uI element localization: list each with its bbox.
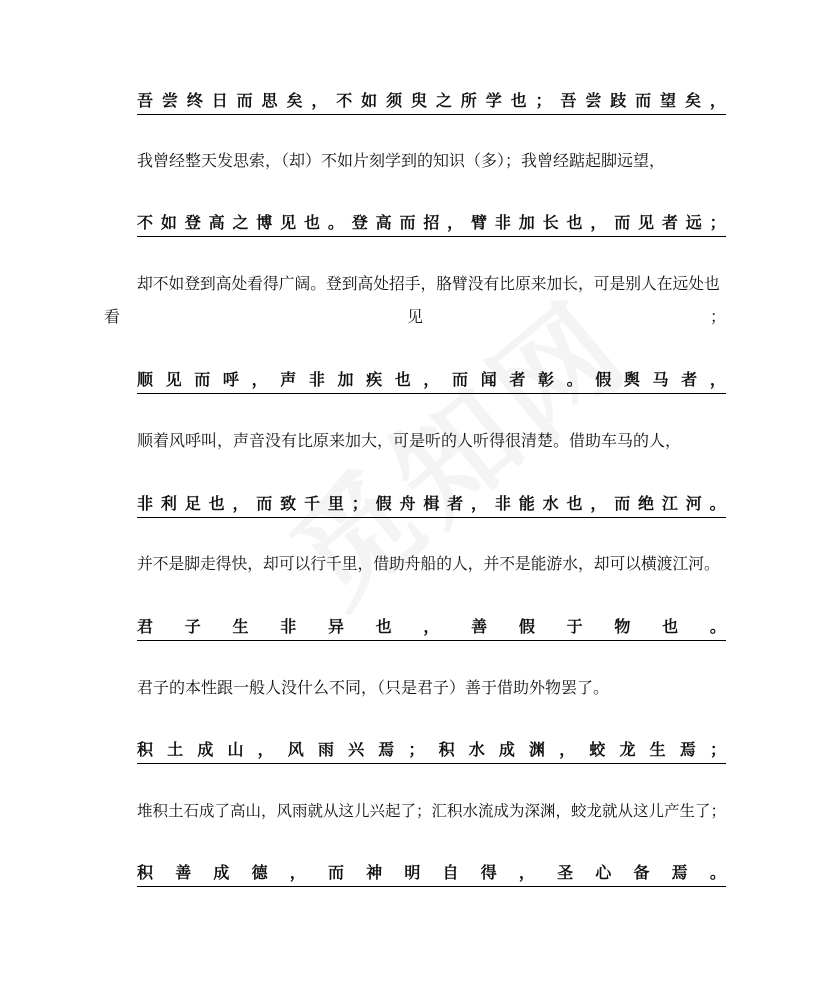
original-char: 积 (137, 740, 154, 759)
original-char: 顺 (137, 370, 154, 389)
wrap-char: 看 (104, 307, 121, 326)
original-char: 成 (498, 740, 515, 759)
original-char: 也 (394, 370, 411, 389)
original-char: 善 (471, 617, 488, 636)
original-char: 彰 (537, 370, 554, 389)
original-char: 矣 (286, 91, 303, 110)
original-char: 而 (452, 370, 469, 389)
original-char: 得 (480, 863, 497, 882)
original-char: 不 (137, 213, 154, 232)
original-line (137, 369, 726, 394)
original-char: 非 (494, 494, 511, 513)
original-char: 里 (327, 494, 344, 513)
original-char: 成 (197, 740, 214, 759)
original-char: ， (709, 370, 726, 389)
original-char: 兴 (348, 740, 365, 759)
original-char: 远 (685, 213, 702, 232)
original-char: ， (423, 617, 440, 636)
original-char: 吾 (560, 91, 577, 110)
original-char: 见 (165, 370, 182, 389)
original-char: 博 (256, 213, 273, 232)
original-char: 楫 (423, 494, 440, 513)
original-char: 而 (327, 863, 344, 882)
original-char: 假 (518, 617, 535, 636)
original-char: 土 (167, 740, 184, 759)
original-char: 自 (442, 863, 459, 882)
original-char: 而 (236, 91, 253, 110)
original-char: 呼 (222, 370, 239, 389)
original-char: ； (709, 740, 726, 759)
original-char: 。 (709, 863, 726, 882)
original-char: ， (590, 213, 607, 232)
original-char: 高 (208, 213, 225, 232)
original-char: 。 (327, 213, 344, 232)
original-char: 吾 (137, 91, 154, 110)
original-char: 也 (208, 494, 225, 513)
translation-line: 我曾经整天发思索，（却）不如片刻学到的知识（多）；我曾经踮起脚远望， (137, 151, 666, 170)
original-char: 不 (336, 91, 353, 110)
original-char: ， (709, 91, 726, 110)
original-char: ， (559, 740, 576, 759)
original-char: 长 (542, 213, 559, 232)
original-char: 积 (137, 863, 154, 882)
original-char: 臾 (410, 91, 427, 110)
original-char: ； (535, 91, 552, 110)
original-char: 非 (280, 617, 297, 636)
original-char: 千 (304, 494, 321, 513)
original-char: 也 (566, 494, 583, 513)
original-char: 而 (194, 370, 211, 389)
original-char: 登 (184, 213, 201, 232)
original-char: 跂 (610, 91, 627, 110)
original-line (137, 739, 726, 764)
original-char: 能 (518, 494, 535, 513)
original-char: 河 (685, 494, 702, 513)
original-char: 之 (232, 213, 249, 232)
original-char: ， (518, 863, 535, 882)
original-char: 非 (494, 213, 511, 232)
original-char: 也 (510, 91, 527, 110)
original-char: 日 (211, 91, 228, 110)
original-char: 焉 (378, 740, 395, 759)
original-char: 尝 (161, 91, 178, 110)
original-char: 尝 (585, 91, 602, 110)
original-char: 成 (213, 863, 230, 882)
original-char: ， (251, 370, 268, 389)
original-char: ， (311, 91, 328, 110)
original-char: 。 (566, 370, 583, 389)
original-char: 也 (566, 213, 583, 232)
original-char: 心 (595, 863, 612, 882)
original-char: 生 (649, 740, 666, 759)
original-char: 者 (509, 370, 526, 389)
original-char: 疾 (366, 370, 383, 389)
original-char: 登 (351, 213, 368, 232)
original-char: 假 (595, 370, 612, 389)
original-line (137, 90, 726, 115)
original-char: 生 (232, 617, 249, 636)
original-char: ， (257, 740, 274, 759)
original-char: ； (709, 213, 726, 232)
original-char: 渊 (529, 740, 546, 759)
original-char: 雨 (317, 740, 334, 759)
original-char: ， (471, 494, 488, 513)
original-char: 也 (662, 617, 679, 636)
original-char: 君 (137, 617, 154, 636)
original-char: 。 (709, 494, 726, 513)
original-char: 而 (399, 213, 416, 232)
original-char: 水 (542, 494, 559, 513)
original-char: 所 (460, 91, 477, 110)
original-char: 德 (251, 863, 268, 882)
original-char: 臂 (471, 213, 488, 232)
original-char: 龙 (619, 740, 636, 759)
original-char: 之 (435, 91, 452, 110)
original-char: 高 (375, 213, 392, 232)
original-char: ； (351, 494, 368, 513)
original-char: 子 (184, 617, 201, 636)
original-char: 思 (261, 91, 278, 110)
original-char: ； (408, 740, 425, 759)
wrap-char: 见 (406, 307, 423, 326)
original-char: 风 (287, 740, 304, 759)
translation-wrap-line (104, 306, 726, 328)
original-char: 须 (386, 91, 403, 110)
original-char: 足 (184, 494, 201, 513)
original-char: 学 (485, 91, 502, 110)
original-char: 而 (614, 213, 631, 232)
original-char: 绝 (638, 494, 655, 513)
original-char: 终 (186, 91, 203, 110)
original-char: 于 (566, 617, 583, 636)
translation-line: 并不是脚走得快，却可以行千里，借助舟船的人，并不是能游水，却可以横渡江河。 (137, 554, 720, 573)
original-char: ， (590, 494, 607, 513)
original-char: 者 (447, 494, 464, 513)
original-char: 水 (468, 740, 485, 759)
original-char: 矣 (684, 91, 701, 110)
original-line (137, 616, 726, 641)
original-char: 物 (614, 617, 631, 636)
original-char: 积 (438, 740, 455, 759)
original-char: 焉 (679, 740, 696, 759)
original-char: 也 (304, 213, 321, 232)
original-char: 备 (633, 863, 650, 882)
original-char: ， (289, 863, 306, 882)
original-char: 者 (681, 370, 698, 389)
original-char: 闻 (480, 370, 497, 389)
translation-line: 堆积土石成了高山，风雨就从这儿兴起了；汇积水流成为深渊，蛟龙就从这儿产生了； (137, 802, 727, 820)
original-line (137, 862, 726, 887)
original-char: 非 (137, 494, 154, 513)
original-char: 而 (256, 494, 273, 513)
original-char: 假 (375, 494, 392, 513)
original-char: 见 (638, 213, 655, 232)
original-char: 山 (227, 740, 244, 759)
original-line (137, 212, 726, 237)
original-char: 舟 (399, 494, 416, 513)
original-char: 而 (614, 494, 631, 513)
original-char: 焉 (671, 863, 688, 882)
original-char: 招 (423, 213, 440, 232)
original-char: 善 (175, 863, 192, 882)
original-line (137, 493, 726, 518)
original-char: 也 (375, 617, 392, 636)
original-char: 者 (661, 213, 678, 232)
original-char: 如 (361, 91, 378, 110)
original-char: 马 (652, 370, 669, 389)
original-char: ， (423, 370, 440, 389)
original-char: 而 (635, 91, 652, 110)
original-char: 明 (404, 863, 421, 882)
original-char: 见 (280, 213, 297, 232)
translation-line: 却不如登到高处看得广阔。登到高处招手，胳臂没有比原来加长，可是别人在远处也 (137, 274, 720, 293)
original-char: 加 (518, 213, 535, 232)
original-char: 非 (308, 370, 325, 389)
original-char: 。 (709, 617, 726, 636)
original-char: ， (232, 494, 249, 513)
original-char: 圣 (557, 863, 574, 882)
original-char: 蛟 (589, 740, 606, 759)
translation-line: 君子的本性跟一般人没什么不同，（只是君子）善于借助外物罢了。 (137, 678, 610, 697)
original-char: ， (447, 213, 464, 232)
original-char: 神 (366, 863, 383, 882)
original-char: 致 (280, 494, 297, 513)
original-char: 声 (280, 370, 297, 389)
original-char: 异 (327, 617, 344, 636)
original-char: 舆 (623, 370, 640, 389)
original-char: 望 (660, 91, 677, 110)
wrap-char: ； (709, 307, 726, 326)
original-char: 江 (661, 494, 678, 513)
translation-line: 顺着风呼叫，声音没有比原来加大，可是听的人听得很清楚。借助车马的人， (137, 431, 682, 450)
original-char: 如 (160, 213, 177, 232)
original-char: 利 (160, 494, 177, 513)
original-char: 加 (337, 370, 354, 389)
